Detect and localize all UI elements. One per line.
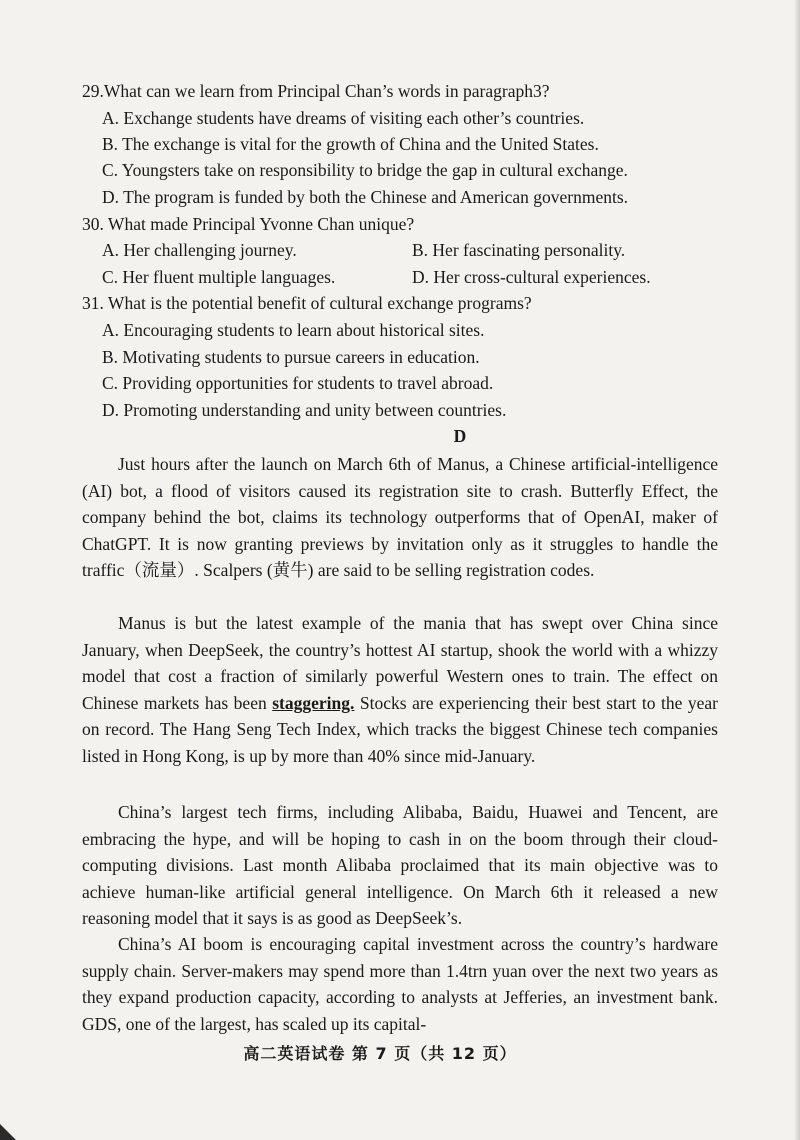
question-29-option-b: B. The exchange is vital for the growth of China and the United States.	[102, 134, 599, 154]
scan-corner-mark	[0, 1124, 16, 1140]
question-31-option-c: C. Providing opportunities for students to travel abroad.	[102, 373, 494, 393]
question-30-option-a: A. Her challenging journey.	[102, 240, 297, 260]
question-29-option-d: D. The program is funded by both the Chinese and American governments.	[102, 187, 629, 207]
question-29-stem: 29.What can we learn from Principal Chan’s words in paragraph3?	[82, 81, 550, 101]
section-heading: D	[453, 426, 467, 446]
scan-edge-shadow	[794, 0, 800, 1140]
question-31-stem: 31. What is the potential benefit of cultural exchange programs?	[82, 293, 532, 313]
question-31-option-b: B. Motivating students to pursue careers in education.	[102, 347, 480, 367]
question-29-option-c: C. Youngsters take on responsibility to bridge the gap in cultural exchange.	[102, 160, 628, 180]
question-30-option-b: B. Her fascinating personality.	[412, 240, 626, 260]
page-footer: 高二英语试卷 第 7 页（共 12 页）	[243, 1044, 517, 1063]
question-30-option-d: D. Her cross-cultural experiences.	[412, 267, 651, 287]
question-29-option-a: A. Exchange students have dreams of visiting each other’s countries.	[102, 108, 585, 128]
passage-paragraph-2	[82, 610, 718, 770]
paragraph-2-text-end: Stocks are experiencing their best start to the year on record. The Hang Seng Tech Index, which tracks the biggest Chinese tech companies listed in Hong Kong, is up by more than 40% since mid-January.	[82, 692, 718, 766]
passage-paragraph-4: China’s AI boom is encouraging capital investment across the country’s hardware supply chain. Server-makers may spend more than 1.4trn yuan over the next two years as they expand production capacity, according to analysts at Jefferies, an investment bank. GDS, one of the largest, has scaled up its capital-	[82, 934, 718, 1034]
passage-paragraph-3: China’s largest tech firms, including Alibaba, Baidu, Huawei and Tencent, are embracing the hype, and will be hoping to cash in on the boom through their cloud-computing divisions. Last month Alibaba proclaimed that its main objective was to achieve human-like artificial general intelligence. On March 6th it released a new reasoning model that it says is as good as DeepSeek’s.	[82, 802, 718, 929]
question-30-option-c: C. Her fluent multiple languages.	[102, 267, 336, 287]
question-30-stem: 30. What made Principal Yvonne Chan unique?	[82, 214, 415, 234]
underlined-word-staggering: staggering.	[272, 692, 355, 713]
question-31-option-d: D. Promoting understanding and unity between countries.	[102, 400, 507, 420]
paragraph-2-text-start: Manus is but the latest example of the mania that has swept over China since January, when DeepSeek, the country’s hottest AI startup, shook the world with a whizzy model that cost a fraction of similarly powerful Western ones to train. The effect on Chinese markets has been	[82, 613, 718, 713]
passage-paragraph-1: Just hours after the launch on March 6th of Manus, a Chinese artificial-intelligence (AI) bot, a flood of visitors caused its registration site to crash. Butterfly Effect, the company behind the bot, claims its technology outperforms that of OpenAI, maker of ChatGPT. It is now granting previews by invitation only as it struggles to handle the traffic（流量）. Scalpers (黄牛) are said to be selling registration codes.	[82, 454, 718, 581]
question-31-option-a: A. Encouraging students to learn about historical sites.	[102, 320, 485, 340]
